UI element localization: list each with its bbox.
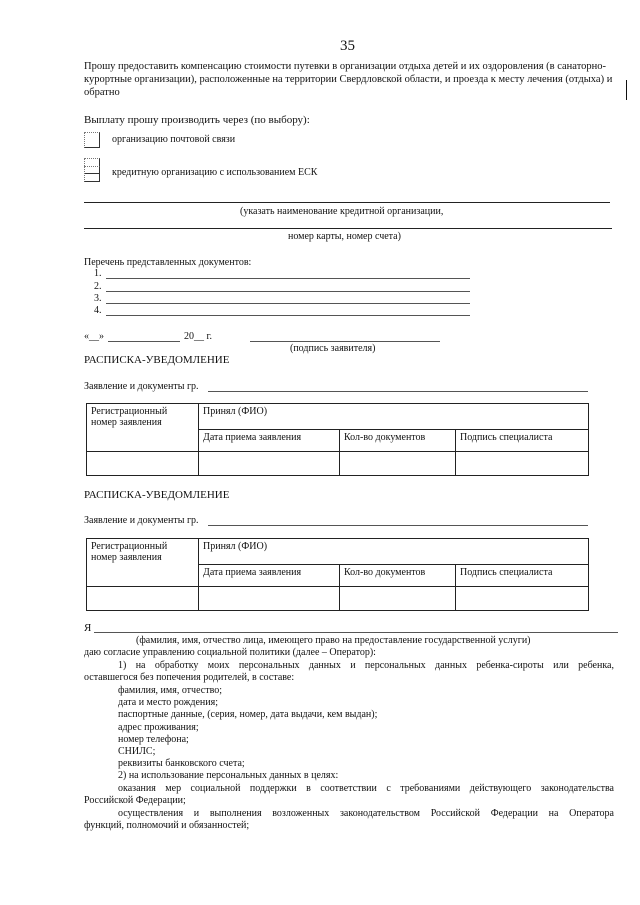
consent-intro: даю согласие управлению социальной политики (далее – Оператор): [84,647,376,658]
doc-item-number: 2. [94,281,102,292]
checkbox-credit-lower [84,166,100,182]
consent-fio-line[interactable] [94,632,618,633]
sign-header: Подпись специалиста [456,565,589,587]
card-hint: номер карты, номер счета) [288,231,401,242]
date-year: 20__ г. [184,331,212,342]
consent-purpose: оказания мер социальной поддержки в соответствии с требованиями действующего законодательства [118,783,614,794]
consent-field: фамилия, имя, отчество; [118,685,223,696]
consent-fio-hint: (фамилия, имя, отчество лица, имеющего право на предоставление государственной услуги) [136,635,531,646]
date-header: Дата приема заявления [199,430,340,452]
option-post-label: организацию почтовой связи [112,134,236,145]
accepted-header: Принял (ФИО) [199,539,589,565]
doc-line[interactable] [106,303,470,304]
date-cell[interactable] [199,587,340,611]
consent-field: номер телефона; [118,734,189,745]
count-header: Кол-во документов [340,565,456,587]
consent-field: реквизиты банковского счета; [118,758,245,769]
consent-purpose-cont: Российской Федерации; [84,795,186,806]
documents-heading: Перечень представленных документов: [84,257,252,268]
intro-paragraph: Прошу предоставить компенсацию стоимости путевки в организации отдыха детей и их оздоровления (в санаторно-курортные организации), расположенные на территории Свердловской области, и проезда к месту лечения (отдыха) и обратно [84,61,613,98]
date-day: «__» [84,331,104,342]
consent-i-label: Я [84,622,92,634]
statement-name-line[interactable] [208,391,588,392]
consent-point1-cont: оставшегося без попечения родителей, в составе: [84,672,295,683]
consent-point2: 2) на использование персональных данных в целях: [118,770,339,781]
consent-point1: 1) на обработку моих персональных данных и персональных данных ребенка-сироты или ребенка, [118,660,614,671]
count-header: Кол-во документов [340,430,456,452]
receipt-table [86,403,589,476]
doc-line[interactable] [106,315,470,316]
doc-item-number: 4. [94,305,102,316]
date-cell[interactable] [199,452,340,476]
doc-item-number: 3. [94,293,102,304]
sign-cell[interactable] [456,452,589,476]
consent-field: СНИЛС; [118,746,156,757]
count-cell[interactable] [340,587,456,611]
date-header: Дата приема заявления [199,565,340,587]
count-cell[interactable] [340,452,456,476]
consent-field: дата и место рождения; [118,697,219,708]
signature-hint: (подпись заявителя) [290,343,376,354]
page-number: 35 [340,38,355,54]
receipt-title: РАСПИСКА-УВЕДОМЛЕНИЕ [84,354,230,366]
consent-purpose-cont: функций, полномочий и обязанностей; [84,820,250,831]
sign-cell[interactable] [456,587,589,611]
accepted-header: Принял (ФИО) [199,404,589,430]
receipt-title: РАСПИСКА-УВЕДОМЛЕНИЕ [84,489,230,501]
reg-number-header: Регистрационный номер заявления [87,539,199,587]
consent-purpose: осуществления и выполнения возложенных законодательством Российской Федерации на Оператора [118,808,614,819]
statement-name-line[interactable] [208,525,588,526]
receipt-table [86,538,589,611]
sign-header: Подпись специалиста [456,430,589,452]
statement-label: Заявление и документы гр. [84,515,199,526]
doc-line[interactable] [106,278,470,279]
reg-number-cell[interactable] [87,587,199,611]
doc-item-number: 1. [94,268,102,279]
reg-number-header: Регистрационный номер заявления [87,404,199,452]
checkbox-post[interactable] [84,132,100,148]
consent-field: паспортные данные, (серия, номер, дата выдачи, кем выдан); [118,709,378,720]
bank-name-line[interactable] [84,202,610,203]
consent-field: адрес проживания; [118,722,199,733]
card-number-line[interactable] [84,228,612,229]
reg-number-cell[interactable] [87,452,199,476]
option-credit-label: кредитную организацию с использованием ЕСК [112,167,318,178]
date-month-line[interactable] [108,341,180,342]
doc-line[interactable] [106,291,470,292]
bank-hint: (указать наименование кредитной организации, [240,206,444,217]
margin-mark [626,80,627,100]
payment-heading: Выплату прошу производить через (по выбору): [84,114,310,126]
statement-label: Заявление и документы гр. [84,381,199,392]
signature-line[interactable] [250,341,440,342]
